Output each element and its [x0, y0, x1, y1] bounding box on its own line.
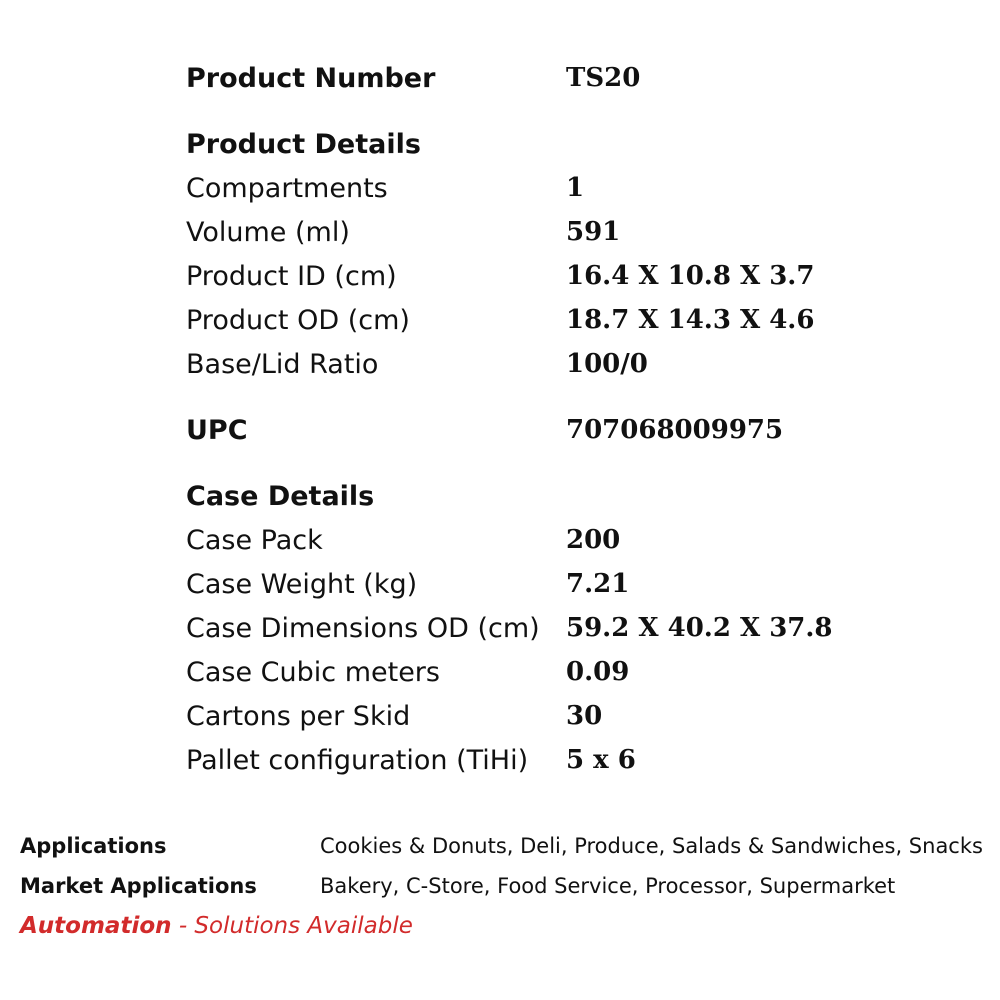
market-applications-value: Bakery, C-Store, Food Service, Processor, Supermarket — [320, 874, 896, 898]
spec-row-product-od — [186, 298, 886, 342]
automation-note — [20, 906, 990, 946]
spec-value: 59.2 X 40.2 X 37.8 — [566, 613, 833, 643]
spec-row-case-weight — [186, 562, 886, 606]
case-details-heading-row — [186, 474, 886, 518]
spec-label: Base/Lid Ratio — [186, 348, 379, 380]
spec-label: Compartments — [186, 172, 388, 204]
spec-value: 200 — [566, 525, 621, 555]
spec-label: Case Cubic meters — [186, 656, 440, 688]
spec-row-case-dimensions — [186, 606, 886, 650]
spec-label: Volume (ml) — [186, 216, 350, 248]
spec-row-compartments — [186, 166, 886, 210]
spec-row-case-cubic-meters — [186, 650, 886, 694]
product-details-heading-row — [186, 122, 886, 166]
spec-row-pallet-configuration — [186, 738, 886, 782]
applications-section — [20, 826, 990, 946]
applications-row — [20, 826, 990, 866]
case-details-heading: Case Details — [186, 480, 375, 512]
spec-row-volume — [186, 210, 886, 254]
product-details-heading: Product Details — [186, 128, 421, 160]
spec-label: Pallet configuration (TiHi) — [186, 744, 529, 776]
product-number-label: Product Number — [186, 62, 436, 94]
spec-value: 0.09 — [566, 657, 630, 687]
spec-label: Product ID (cm) — [186, 260, 397, 292]
spec-sheet — [186, 56, 886, 782]
spec-value: 30 — [566, 701, 603, 731]
spec-value: 1 — [566, 173, 585, 203]
upc-row — [186, 408, 886, 452]
spec-label: Product OD (cm) — [186, 304, 410, 336]
automation-label: Automation — [20, 913, 172, 939]
product-number-row — [186, 56, 886, 100]
spec-label: Case Weight (kg) — [186, 568, 418, 600]
spec-row-product-id — [186, 254, 886, 298]
product-number-value: TS20 — [566, 63, 641, 93]
spec-row-case-pack — [186, 518, 886, 562]
applications-value: Cookies & Donuts, Deli, Produce, Salads & Sandwiches, Snacks — [320, 834, 983, 858]
spec-row-cartons-per-skid — [186, 694, 886, 738]
spec-value: 16.4 X 10.8 X 3.7 — [566, 261, 815, 291]
upc-value: 707068009975 — [566, 415, 784, 445]
spec-value: 7.21 — [566, 569, 630, 599]
spec-label: Case Pack — [186, 524, 323, 556]
spec-value: 591 — [566, 217, 621, 247]
applications-label: Applications — [20, 834, 167, 858]
automation-text: - Solutions Available — [171, 913, 413, 939]
market-applications-row — [20, 866, 990, 906]
spec-label: Cartons per Skid — [186, 700, 411, 732]
spec-label: Case Dimensions OD (cm) — [186, 612, 540, 644]
upc-label: UPC — [186, 414, 248, 446]
spec-value: 100/0 — [566, 349, 648, 379]
spec-row-base-lid-ratio — [186, 342, 886, 386]
spec-value: 18.7 X 14.3 X 4.6 — [566, 305, 815, 335]
spec-value: 5 x 6 — [566, 745, 636, 775]
market-applications-label: Market Applications — [20, 874, 257, 898]
